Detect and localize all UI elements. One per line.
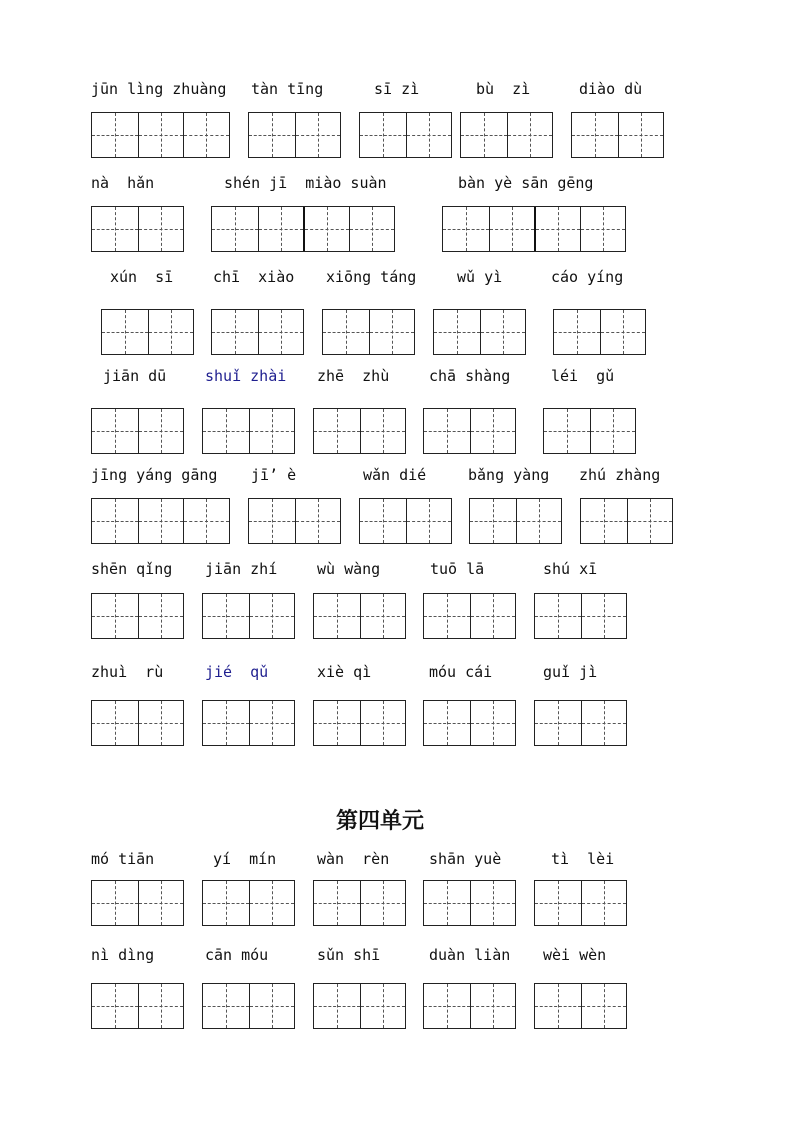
grid-cell[interactable] [424, 594, 470, 638]
writing-grid[interactable] [423, 880, 516, 926]
writing-grid[interactable] [571, 112, 664, 158]
grid-cell[interactable] [406, 113, 452, 157]
grid-cell[interactable] [470, 701, 516, 745]
pinyin-label: zhú zhàng [579, 466, 661, 484]
writing-grid[interactable] [313, 408, 406, 454]
writing-grid[interactable] [534, 880, 627, 926]
pinyin-label: jiān dū [103, 367, 167, 385]
writing-grid[interactable] [91, 112, 230, 158]
grid-cell[interactable] [434, 310, 480, 354]
grid-cell[interactable] [424, 984, 470, 1028]
grid-cell[interactable] [295, 499, 341, 543]
writing-grid[interactable] [202, 700, 295, 746]
grid-cell[interactable] [535, 984, 581, 1028]
grid-cell[interactable] [148, 310, 194, 354]
grid-cell[interactable] [212, 310, 258, 354]
grid-cell[interactable] [212, 207, 258, 251]
grid-cell[interactable] [581, 984, 627, 1028]
writing-grid[interactable] [534, 593, 627, 639]
grid-cell[interactable] [544, 409, 590, 453]
grid-cell[interactable] [424, 409, 470, 453]
writing-grid[interactable] [91, 700, 184, 746]
grid-cell[interactable] [581, 594, 627, 638]
writing-grid[interactable] [248, 112, 341, 158]
writing-grid[interactable] [313, 880, 406, 926]
unit-4-heading: 第四单元 [335, 808, 424, 834]
grid-cell[interactable] [554, 310, 600, 354]
pinyin-label: sī zì [374, 80, 420, 98]
grid-cell[interactable] [360, 881, 406, 925]
grid-cell[interactable] [92, 113, 138, 157]
writing-grid[interactable] [469, 498, 562, 544]
pinyin-label: chī xiào [213, 268, 295, 286]
grid-cell[interactable] [138, 409, 184, 453]
grid-cell[interactable] [258, 310, 304, 354]
writing-grid[interactable] [423, 700, 516, 746]
writing-grid[interactable] [202, 880, 295, 926]
writing-grid[interactable] [91, 880, 184, 926]
pinyin-label: yí mín [213, 850, 277, 868]
pinyin-label: jiān zhí [205, 560, 278, 578]
pinyin-label: wǎn dié [363, 466, 427, 484]
writing-grid[interactable] [313, 593, 406, 639]
writing-grid[interactable] [211, 309, 304, 355]
grid-cell[interactable] [516, 499, 562, 543]
pinyin-label: jūn lìng zhuàng [91, 80, 227, 98]
grid-cell[interactable] [443, 207, 489, 251]
pinyin-label: bù zì [476, 80, 531, 98]
grid-cell[interactable] [92, 701, 138, 745]
grid-cell[interactable] [138, 594, 184, 638]
pinyin-label: bàn yè sān gēng [458, 174, 594, 192]
grid-cell[interactable] [203, 409, 249, 453]
pinyin-label: shú xī [543, 560, 598, 578]
writing-grid[interactable] [322, 309, 415, 355]
grid-cell[interactable] [303, 207, 349, 251]
writing-grid[interactable] [101, 309, 194, 355]
writing-grid[interactable] [460, 112, 553, 158]
pinyin-label: nì dìng [91, 946, 155, 964]
grid-cell[interactable] [470, 409, 516, 453]
grid-cell[interactable] [618, 113, 664, 157]
grid-cell[interactable] [581, 881, 627, 925]
pinyin-label: chā shàng [429, 367, 511, 385]
pinyin-label: bǎng yàng [468, 466, 550, 484]
pinyin-label: zhuì rù [91, 663, 164, 681]
grid-cell[interactable] [203, 881, 249, 925]
grid-cell[interactable] [138, 701, 184, 745]
pinyin-label: shēn qǐng [91, 560, 173, 578]
grid-cell[interactable] [349, 207, 395, 251]
grid-cell[interactable] [203, 594, 249, 638]
grid-cell[interactable] [203, 984, 249, 1028]
grid-cell[interactable] [92, 984, 138, 1028]
pinyin-label: jié qǔ [205, 663, 269, 681]
writing-grid[interactable] [91, 206, 184, 252]
writing-grid[interactable] [248, 498, 341, 544]
pinyin-label: wù wàng [317, 560, 381, 578]
grid-cell[interactable] [138, 113, 184, 157]
writing-grid[interactable] [313, 983, 406, 1029]
grid-cell[interactable] [470, 881, 516, 925]
pinyin-label: cān móu [205, 946, 269, 964]
grid-cell[interactable] [507, 113, 553, 157]
grid-cell[interactable] [360, 984, 406, 1028]
grid-cell[interactable] [424, 881, 470, 925]
pinyin-label: shuǐ zhài [205, 367, 287, 385]
grid-cell[interactable] [535, 701, 581, 745]
grid-cell[interactable] [580, 207, 626, 251]
pinyin-label: wèi wèn [543, 946, 607, 964]
grid-cell[interactable] [258, 207, 304, 251]
grid-cell[interactable] [92, 594, 138, 638]
grid-cell[interactable] [360, 594, 406, 638]
writing-grid[interactable] [211, 206, 395, 252]
pinyin-label: xún sī [110, 268, 174, 286]
grid-cell[interactable] [360, 499, 406, 543]
pinyin-label: tì lèi [551, 850, 615, 868]
pinyin-label: tàn tīng [251, 80, 324, 98]
grid-cell[interactable] [314, 881, 360, 925]
grid-cell[interactable] [581, 499, 627, 543]
grid-cell[interactable] [249, 984, 295, 1028]
pinyin-label: jīng yáng gāng [91, 466, 218, 484]
grid-cell[interactable] [183, 499, 229, 543]
pinyin-label: mó tiān [91, 850, 155, 868]
grid-cell[interactable] [314, 984, 360, 1028]
grid-cell[interactable] [314, 701, 360, 745]
grid-cell[interactable] [249, 113, 295, 157]
grid-cell[interactable] [470, 594, 516, 638]
writing-grid[interactable] [359, 498, 452, 544]
pinyin-label: jī’ è [251, 466, 297, 484]
pinyin-label: duàn liàn [429, 946, 511, 964]
grid-cell[interactable] [295, 113, 341, 157]
writing-grid[interactable] [423, 983, 516, 1029]
writing-grid[interactable] [91, 983, 184, 1029]
grid-cell[interactable] [323, 310, 369, 354]
pinyin-label: xiōng táng [326, 268, 417, 286]
pinyin-label: tuō lā [430, 560, 485, 578]
grid-cell[interactable] [572, 113, 618, 157]
writing-grid[interactable] [423, 408, 516, 454]
grid-cell[interactable] [360, 409, 406, 453]
grid-cell[interactable] [590, 409, 636, 453]
writing-grid[interactable] [313, 700, 406, 746]
grid-cell[interactable] [92, 207, 138, 251]
pinyin-label: nà hǎn [91, 174, 155, 192]
grid-cell[interactable] [406, 499, 452, 543]
writing-grid[interactable] [442, 206, 626, 252]
grid-cell[interactable] [249, 594, 295, 638]
writing-grid[interactable] [91, 593, 184, 639]
grid-cell[interactable] [138, 499, 184, 543]
grid-cell[interactable] [461, 113, 507, 157]
grid-cell[interactable] [249, 701, 295, 745]
pinyin-label: léi gǔ [551, 367, 615, 385]
grid-cell[interactable] [249, 409, 295, 453]
pinyin-label: xiè qì [317, 663, 372, 681]
writing-grid[interactable] [202, 593, 295, 639]
writing-grid[interactable] [534, 983, 627, 1029]
pinyin-label: sǔn shī [317, 946, 381, 964]
grid-cell[interactable] [581, 701, 627, 745]
grid-cell[interactable] [535, 881, 581, 925]
grid-cell[interactable] [470, 984, 516, 1028]
grid-cell[interactable] [600, 310, 646, 354]
grid-cell[interactable] [92, 409, 138, 453]
grid-cell[interactable] [183, 113, 229, 157]
grid-cell[interactable] [360, 701, 406, 745]
grid-cell[interactable] [360, 113, 406, 157]
grid-cell[interactable] [369, 310, 415, 354]
grid-cell[interactable] [138, 207, 184, 251]
grid-cell[interactable] [534, 207, 580, 251]
grid-cell[interactable] [627, 499, 673, 543]
pinyin-label: shén jī miào suàn [224, 174, 387, 192]
pinyin-label: guǐ jì [543, 663, 598, 681]
grid-cell[interactable] [138, 881, 184, 925]
writing-grid[interactable] [202, 408, 295, 454]
writing-grid[interactable] [580, 498, 673, 544]
grid-cell[interactable] [92, 881, 138, 925]
grid-cell[interactable] [203, 701, 249, 745]
grid-cell[interactable] [480, 310, 526, 354]
pinyin-label: zhē zhù [317, 367, 390, 385]
writing-grid[interactable] [433, 309, 526, 355]
grid-cell[interactable] [535, 594, 581, 638]
pinyin-label: wǔ yì [457, 268, 503, 286]
grid-cell[interactable] [424, 701, 470, 745]
pinyin-label: shān yuè [429, 850, 502, 868]
grid-cell[interactable] [138, 984, 184, 1028]
grid-cell[interactable] [102, 310, 148, 354]
writing-grid[interactable] [202, 983, 295, 1029]
grid-cell[interactable] [314, 409, 360, 453]
writing-grid[interactable] [534, 700, 627, 746]
grid-cell[interactable] [92, 499, 138, 543]
grid-cell[interactable] [249, 881, 295, 925]
pinyin-label: cáo yíng [551, 268, 624, 286]
grid-cell[interactable] [314, 594, 360, 638]
pinyin-label: diào dù [579, 80, 643, 98]
writing-grid[interactable] [359, 112, 452, 158]
writing-grid[interactable] [553, 309, 646, 355]
writing-grid[interactable] [423, 593, 516, 639]
pinyin-label: wàn rèn [317, 850, 390, 868]
grid-cell[interactable] [249, 499, 295, 543]
writing-grid[interactable] [91, 408, 184, 454]
writing-grid[interactable] [91, 498, 230, 544]
pinyin-label: móu cái [429, 663, 493, 681]
grid-cell[interactable] [489, 207, 535, 251]
grid-cell[interactable] [470, 499, 516, 543]
writing-grid[interactable] [543, 408, 636, 454]
